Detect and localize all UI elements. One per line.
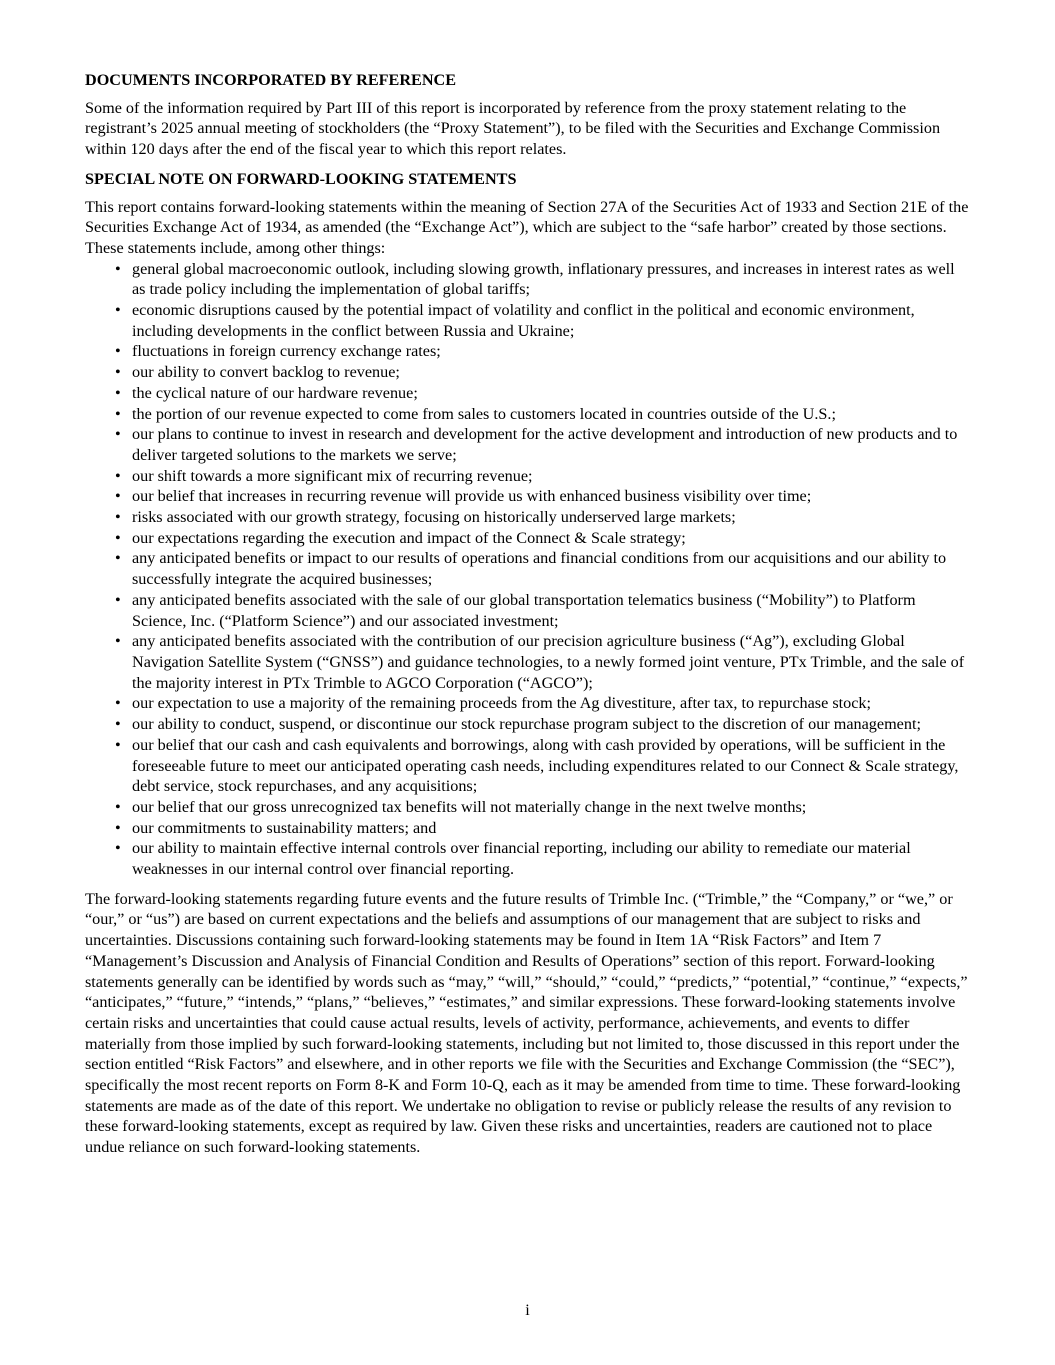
list-item-text: our shift towards a more significant mix of recurring revenue;: [132, 466, 533, 485]
list-item-text: our ability to conduct, suspend, or discontinue our stock repurchase program subject to the discretion of our management;: [132, 715, 921, 734]
list-item: [85, 548, 971, 589]
list-item: [85, 838, 971, 879]
list-item: [85, 631, 971, 693]
list-item: [85, 362, 971, 383]
list-item-text: our plans to continue to invest in research and development for the active development and introduction of new products and to deliver targeted solutions to the markets we serve;: [132, 425, 958, 464]
bullet-icon: •: [115, 301, 121, 320]
list-item-text: any anticipated benefits associated with the sale of our global transportation telematics business (“Mobility”) to Platform Science, Inc. (“Platform Science”) and our associated investment;: [132, 590, 916, 630]
bullet-icon: •: [115, 694, 121, 713]
bullet-icon: •: [115, 383, 121, 402]
bullet-icon: •: [115, 528, 121, 547]
bullet-icon: •: [115, 259, 121, 278]
bullet-icon: •: [115, 425, 121, 444]
paragraph-incorporated-by-reference: Some of the information required by Part III of this report is incorporated by reference from the proxy statement relating to the registrant’s 2025 annual meeting of stockholders (the “Proxy Statement”), to be filed with the Securities and Exchange Commission within 120 days after the end of the fiscal year to which this report relates.: [85, 98, 941, 159]
document-page: [85, 70, 971, 1167]
list-item: [85, 797, 971, 818]
list-item-text: economic disruptions caused by the potential impact of volatility and conflict in the political and economic environment, including developments in the conflict between Russia and Ukraine;: [132, 301, 915, 340]
list-item-text: our ability to maintain effective internal controls over financial reporting, including our ability to remediate our material weaknesses in our internal control over financial reporting.: [132, 839, 911, 879]
list-item: [85, 528, 971, 549]
list-item-text: any anticipated benefits or impact to our results of operations and financial conditions from our acquisitions and our ability to successfully integrate the acquired businesses;: [132, 549, 947, 589]
list-item-text: our expectations regarding the execution and impact of the Connect & Scale strategy;: [132, 528, 686, 547]
bullet-icon: •: [115, 487, 121, 506]
bullet-icon: •: [115, 404, 121, 423]
list-item: [85, 300, 971, 341]
paragraph-forward-looking-intro: This report contains forward-looking statements within the meaning of Section 27A of the Securities Act of 1933 and Section 21E of the Securities Exchange Act of 1934, as amended (the “Exchange Act”), which are subject to the “safe harbor” created by those sections. These statements include, among other things:: [85, 197, 969, 257]
list-item: [85, 818, 971, 839]
list-item: [85, 383, 971, 404]
list-item-text: our expectation to use a majority of the remaining proceeds from the Ag divestiture, after tax, to repurchase stock;: [132, 694, 871, 713]
bullet-icon: •: [115, 715, 121, 734]
list-item-text: fluctuations in foreign currency exchange rates;: [132, 342, 441, 361]
bullet-icon: •: [115, 735, 121, 754]
list-item-text: our belief that increases in recurring revenue will provide us with enhanced business visibility over time;: [132, 487, 812, 506]
bullet-icon: •: [115, 342, 121, 361]
list-item: [85, 735, 971, 797]
list-item: [85, 486, 971, 507]
list-item-text: general global macroeconomic outlook, including slowing growth, inflationary pressures, and increases in interest rates as well as trade policy including the implementation of global tariffs;: [132, 259, 955, 299]
heading-forward-looking: SPECIAL NOTE ON FORWARD-LOOKING STATEMENTS: [85, 169, 517, 188]
bullet-icon: •: [115, 818, 121, 837]
bullet-icon: •: [115, 363, 121, 382]
list-item: [85, 404, 971, 425]
list-item: [85, 714, 971, 735]
list-item: [85, 466, 971, 487]
list-item-text: our belief that our gross unrecognized tax benefits will not materially change in the next twelve months;: [132, 797, 807, 816]
list-item-text: the cyclical nature of our hardware revenue;: [132, 383, 418, 402]
list-item: [85, 424, 971, 465]
bullet-icon: •: [115, 508, 121, 527]
list-item-text: the portion of our revenue expected to come from sales to customers located in countries outside of the U.S.;: [132, 404, 836, 423]
list-item: [85, 259, 971, 300]
forward-looking-list: [85, 259, 971, 880]
bullet-icon: •: [115, 590, 121, 609]
paragraph-forward-looking-closing: The forward-looking statements regarding future events and the future results of Trimble Inc. (“Trimble,” the “Company,” or “we,” or “our,” or “us”) are based on current expectations and the beliefs and assumptions of our management that are subject to risks and uncertainties. Discussions containing such forward-looking statements may be found in Item 1A “Risk Factors” and Item 7 “Management’s Discussion and Analysis of Financial Condition and Results of Operations” section of this report. Forward-looking statements generally can be identified by words such as “may,” “will,” “should,” “could,” “predicts,” “potential,” “continue,” “expects,” “anticipates,” “future,” “intends,” “plans,” “believes,” “estimates,” and similar expressions. These forward-looking statements involve certain risks and uncertainties that could cause actual results, levels of activity, performance, achievements, and events to differ materially from those implied by such forward-looking statements, including but not limited to, those discussed in this report under the section entitled “Risk Factors” and elsewhere, and in other reports we file with the Securities and Exchange Commission (the “SEC”), specifically the most recent reports on Form 8-K and Form 10-Q, each as it may be amended from time to time. These forward-looking statements are made as of the date of this report. We undertake no obligation to revise or publicly release the results of any revision to these forward-looking statements, except as required by law. Given these risks and uncertainties, readers are cautioned not to place undue reliance on such forward-looking statements.: [85, 889, 968, 1157]
list-item-text: risks associated with our growth strategy, focusing on historically underserved large markets;: [132, 508, 736, 527]
heading-documents-incorporated: DOCUMENTS INCORPORATED BY REFERENCE: [85, 71, 456, 89]
list-item-text: our belief that our cash and cash equivalents and borrowings, along with cash provided by operations, will be sufficient in the foreseeable future to meet our anticipated operating cash needs, including expenditures related to our Connect & Scale strategy, debt service, stock repurchases, and any acquisitions;: [132, 735, 959, 796]
bullet-icon: •: [115, 839, 121, 858]
list-item-text: our commitments to sustainability matters; and: [132, 818, 437, 837]
bullet-icon: •: [115, 632, 121, 651]
list-item: [85, 507, 971, 528]
list-item: [85, 590, 971, 631]
page-number: i: [525, 1301, 530, 1319]
list-item-text: any anticipated benefits associated with the contribution of our precision agriculture business (“Ag”), excluding Global Navigation Satellite System (“GNSS”) and guidance technologies, to a newly formed joint venture, PTx Trimble, and the sale of the majority interest in PTx Trimble to AGCO Corporation (“AGCO”);: [132, 632, 965, 692]
list-item: [85, 693, 971, 714]
list-item-text: our ability to convert backlog to revenue;: [132, 363, 400, 382]
bullet-icon: •: [115, 466, 121, 485]
list-item: [85, 341, 971, 362]
bullet-icon: •: [115, 549, 121, 568]
bullet-icon: •: [115, 797, 121, 816]
